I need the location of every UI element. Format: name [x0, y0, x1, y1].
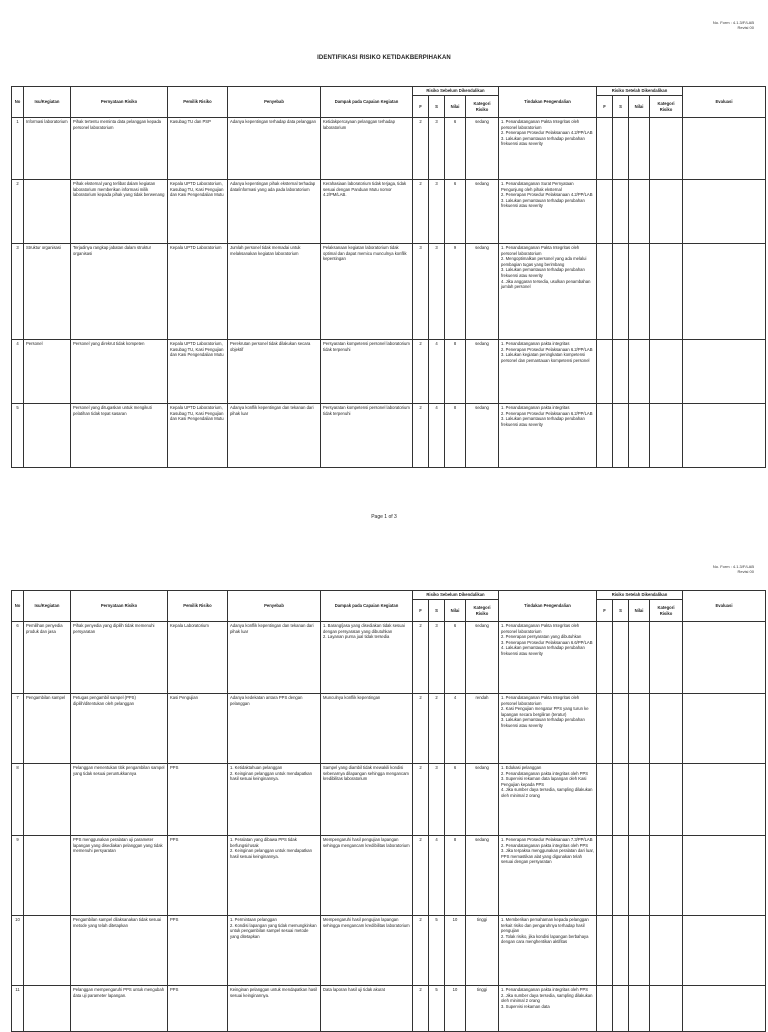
cell-isu: Personel: [24, 340, 71, 404]
cell-kategori: sedang: [466, 180, 499, 244]
cell-no: 4: [12, 340, 24, 404]
cell-s-after: [613, 622, 629, 694]
cell-dampak: Mempengaruhi hasil pengujian lapangan sehingga mengancam kredibilitas laboratorium: [321, 836, 413, 916]
cell-nilai: 10: [445, 986, 466, 1032]
cell-penyebab: Adanya kepentingan pihak eksternal terhadap data/informasi yang ada pada laboratorium: [228, 180, 321, 244]
header-sesudah: Risiko Setelah Dikendalikan: [597, 87, 683, 96]
cell-s-after: [613, 180, 629, 244]
header-pernyataan: Pernyataan Risiko: [71, 591, 168, 622]
table-row: [12, 340, 766, 404]
cell-pernyataan: Petugas pengambil sampel (PPS) dipilih/ditentukan oleh pelanggan: [71, 694, 168, 764]
cell-pernyataan: Personel yang ditugaskan untuk mengikuti pelatihan tidak tepat sasaran: [71, 404, 168, 468]
cell-pemilik: PPS: [168, 836, 228, 916]
cell-pernyataan: Pelanggan mempengaruhi PPS untuk mengubah data uji parameter lapangan.: [71, 986, 168, 1032]
header-penyebab: Penyebab: [228, 591, 321, 622]
cell-no: 1: [12, 118, 24, 180]
cell-pemilik: PPS: [168, 986, 228, 1032]
cell-s-after: [613, 244, 629, 340]
form-number: No. Form : 4.1.3/F/LAB Revisi 00: [712, 20, 754, 30]
header-sesudah: Risiko Setelah Dikendalikan: [597, 591, 683, 600]
table-row: [12, 622, 766, 694]
risk-table-body: [12, 118, 766, 468]
cell-pemilik: Kepala UPTD Laboratorium, Kasubag TU, Kasi Pengujian dan Kasi Pengendalian Mutu: [168, 340, 228, 404]
cell-evaluasi: [683, 118, 766, 180]
cell-isu: [24, 180, 71, 244]
header-sebelum: Risiko Sebelum Dikendalikan: [413, 87, 499, 96]
cell-penyebab: Keinginan pelanggan untuk mendapatkan hasil sesuai keinginannya.: [228, 986, 321, 1032]
cell-kategori-after: [650, 118, 683, 180]
cell-f: 2: [413, 694, 429, 764]
cell-isu: [24, 986, 71, 1032]
form-number: No. Form : 4.1.3/F/LAB Revisi 00: [712, 564, 754, 574]
cell-kategori: tinggi: [466, 916, 499, 986]
cell-dampak: Persyaratan kompetensi personel laboratorium tidak terpenuhi: [321, 340, 413, 404]
cell-nilai-after: [629, 764, 650, 836]
cell-s-after: [613, 916, 629, 986]
cell-no: 6: [12, 622, 24, 694]
cell-penyebab: Adanya kedekatan antara PPS dengan pelanggan: [228, 694, 321, 764]
cell-kategori: sedang: [466, 340, 499, 404]
table-row: [12, 404, 766, 468]
cell-penyebab: Adanya konflik kepentingan dan tekanan dari pihak luar: [228, 404, 321, 468]
header-isu: Isu/Kegiatan: [24, 591, 71, 622]
cell-no: 8: [12, 764, 24, 836]
cell-f: 2: [413, 916, 429, 986]
cell-penyebab: 1. Peralatan yang dibawa PPS tidak berfungsi/rusak 2. Keinginan pelanggan untuk mendapatkan hasil sesuai keinginannya.: [228, 836, 321, 916]
header-tindakan: Tindakan Pengendalian: [499, 87, 597, 118]
cell-nilai: 9: [445, 244, 466, 340]
cell-nilai: 10: [445, 916, 466, 986]
cell-f-after: [597, 622, 613, 694]
cell-s: 4: [429, 404, 445, 468]
page-number: Page 1 of 3: [371, 514, 397, 520]
header-f-after: F: [597, 600, 613, 622]
cell-no: 10: [12, 916, 24, 986]
cell-f: 3: [413, 244, 429, 340]
cell-dampak: 1. Barang/jasa yang disediakan tidak sesuai dengan persyaratan yang dibutuhkan 2. Layanan purna jual tidak tersedia: [321, 622, 413, 694]
cell-f: 2: [413, 986, 429, 1032]
cell-dampak: Ketidakpercayaan pelanggan terhadap laboratorium: [321, 118, 413, 180]
cell-pernyataan: Pengambilan sampel dilaksanakan tidak sesuai metode yang telah ditetapkan: [71, 916, 168, 986]
cell-f-after: [597, 986, 613, 1032]
header-pemilik: Pemilik Risiko: [168, 87, 228, 118]
table-row: [12, 836, 766, 916]
header-penyebab: Penyebab: [228, 87, 321, 118]
cell-dampak: Sampel yang diambil tidak mewakili kondisi sebenarnya dilapangan sehingga mengancam kredibilitas laboratorium: [321, 764, 413, 836]
header-nilai-after: Nilai: [629, 96, 650, 118]
cell-kategori: sedang: [466, 764, 499, 836]
cell-tindakan: 1. Penandatanganan Pakta Integritas oleh personel laboratorium 2. Penerapan persyaratan yang dibutuhkan 3. Penerapan Prosedur Pelaksanaan 6.6/PP/LAB 4. Lakukan pemantauan terhadap perubahan frekuensi atau severity: [499, 622, 597, 694]
table-row: [12, 986, 766, 1032]
cell-pemilik: Kepala Laboratorium: [168, 622, 228, 694]
cell-pernyataan: Personel yang direkrut tidak kompeten: [71, 340, 168, 404]
cell-nilai-after: [629, 694, 650, 764]
cell-evaluasi: [683, 694, 766, 764]
cell-nilai-after: [629, 986, 650, 1032]
cell-kategori-after: [650, 404, 683, 468]
cell-f: 2: [413, 622, 429, 694]
cell-nilai: 8: [445, 340, 466, 404]
header-evaluasi: Evaluasi: [683, 87, 766, 118]
cell-s: 3: [429, 180, 445, 244]
cell-kategori-after: [650, 180, 683, 244]
cell-evaluasi: [683, 986, 766, 1032]
table-row: [12, 694, 766, 764]
cell-nilai-after: [629, 340, 650, 404]
header-nilai: Nilai: [445, 600, 466, 622]
cell-dampak: Munculnya konflik kepentingan: [321, 694, 413, 764]
cell-isu: [24, 404, 71, 468]
cell-isu: [24, 764, 71, 836]
cell-no: 7: [12, 694, 24, 764]
cell-s: 3: [429, 244, 445, 340]
cell-nilai-after: [629, 244, 650, 340]
cell-f: 2: [413, 404, 429, 468]
header-no: No: [12, 87, 24, 118]
cell-evaluasi: [683, 836, 766, 916]
header-s: S: [429, 600, 445, 622]
cell-s: 5: [429, 916, 445, 986]
cell-isu: Struktur organisasi: [24, 244, 71, 340]
cell-pernyataan: Pelanggan menentukan titik pengambilan sampel yang tidak sesuai peruntukkannya: [71, 764, 168, 836]
cell-f-after: [597, 244, 613, 340]
cell-nilai: 4: [445, 694, 466, 764]
cell-nilai: 8: [445, 404, 466, 468]
cell-f-after: [597, 340, 613, 404]
cell-evaluasi: [683, 404, 766, 468]
cell-f-after: [597, 404, 613, 468]
cell-kategori-after: [650, 622, 683, 694]
table-row: [12, 916, 766, 986]
cell-kategori: sedang: [466, 244, 499, 340]
header-nilai: Nilai: [445, 96, 466, 118]
cell-isu: Informasi laboratorium: [24, 118, 71, 180]
cell-pernyataan: PPS menggunakan peralatan uji parameter lapangan yang disediakan pelanggan yang tidak memenuhi persyaratan: [71, 836, 168, 916]
header-sebelum: Risiko Sebelum Dikendalikan: [413, 591, 499, 600]
cell-evaluasi: [683, 180, 766, 244]
cell-nilai-after: [629, 622, 650, 694]
cell-pernyataan: Terjadinya rangkap jabatan dalam struktur organisasi: [71, 244, 168, 340]
cell-dampak: Data laporan hasil uji tidak akurat: [321, 986, 413, 1032]
table-row: [12, 244, 766, 340]
cell-f: 2: [413, 340, 429, 404]
cell-s-after: [613, 986, 629, 1032]
cell-kategori-after: [650, 340, 683, 404]
cell-isu: Pemilihan penyedia produk dan jasa: [24, 622, 71, 694]
cell-kategori: sedang: [466, 404, 499, 468]
risk-table: [11, 86, 766, 468]
cell-no: 3: [12, 244, 24, 340]
cell-penyebab: 1. Permintaan pelanggan 2. Kondisi lapangan yang tidak memungkinkan untuk pengambilan sampel sesuai metode yang ditetapkan: [228, 916, 321, 986]
cell-nilai: 6: [445, 764, 466, 836]
header-kategori-after: Kategori Risiko: [650, 96, 683, 118]
cell-no: 9: [12, 836, 24, 916]
cell-isu: [24, 916, 71, 986]
cell-evaluasi: [683, 340, 766, 404]
header-kategori-after: Kategori Risiko: [650, 600, 683, 622]
cell-f: 2: [413, 764, 429, 836]
header-f: F: [413, 600, 429, 622]
cell-s-after: [613, 404, 629, 468]
cell-pernyataan: Pihak tertentu meminta data pelanggan kepada personel laboratorium: [71, 118, 168, 180]
table-row: [12, 764, 766, 836]
cell-f: 2: [413, 836, 429, 916]
cell-pemilik: PPS: [168, 916, 228, 986]
cell-f-after: [597, 764, 613, 836]
header-dampak: Dampak pada Capaian Kegiatan: [321, 591, 413, 622]
table-row: [12, 180, 766, 244]
cell-tindakan: 1. Penerapan Prosedur Pelaksanaan 7.3/PP/LAB 2. Penandatanganan pakta integritas oleh PPS 3. Jika terpaksa menggunakan peralatan dari luar, PPS memastikan alat yang digunakan telah sesuai dengan persyaratan: [499, 836, 597, 916]
cell-kategori: rendah: [466, 694, 499, 764]
cell-s-after: [613, 340, 629, 404]
cell-tindakan: 1. Penandatanganan pakta integritas oleh PPS 2. Jika sumber daya tersedia, sampling dilakukan oleh minimal 2 orang 3. Supervisi rekaman data: [499, 986, 597, 1032]
header-kategori: Kategori Risiko: [466, 96, 499, 118]
cell-penyebab: Adanya kepentingan terhadap data pelanggan: [228, 118, 321, 180]
cell-penyebab: Adanya konflik kepentingan dan tekanan dari pihak luar: [228, 622, 321, 694]
cell-s-after: [613, 118, 629, 180]
cell-evaluasi: [683, 916, 766, 986]
cell-dampak: Persyaratan kompetensi personel laboratorium tidak terpenuhi: [321, 404, 413, 468]
cell-dampak: Mempengaruhi hasil pengujian lapangan sehingga mengancam kredibilitas laboratorium: [321, 916, 413, 986]
cell-pernyataan: Pihak penyedia yang dipilih tidak memenuhi persyaratan: [71, 622, 168, 694]
cell-isu: Pengambilan sampel: [24, 694, 71, 764]
cell-kategori-after: [650, 836, 683, 916]
header-dampak: Dampak pada Capaian Kegiatan: [321, 87, 413, 118]
cell-nilai: 6: [445, 118, 466, 180]
cell-evaluasi: [683, 244, 766, 340]
cell-no: 5: [12, 404, 24, 468]
cell-s-after: [613, 836, 629, 916]
cell-kategori-after: [650, 764, 683, 836]
cell-kategori: sedang: [466, 118, 499, 180]
cell-f-after: [597, 916, 613, 986]
document-title: IDENTIFIKASI RISIKO KETIDAKBERPIHAKAN: [317, 55, 451, 61]
cell-f-after: [597, 118, 613, 180]
cell-nilai-after: [629, 180, 650, 244]
cell-nilai: 6: [445, 180, 466, 244]
cell-kategori: tinggi: [466, 986, 499, 1032]
cell-nilai: 6: [445, 622, 466, 694]
header-s: S: [429, 96, 445, 118]
header-pemilik: Pemilik Risiko: [168, 591, 228, 622]
cell-f: 2: [413, 118, 429, 180]
cell-kategori: sedang: [466, 622, 499, 694]
cell-tindakan: 1. Penandatanganan pakta integritas 2. Penerapan Prosedur Pelaksanaan 6.2/PP/LAB 3. Lakukan kegiatan peningkatan kompetensi personel dan pemantauan kompetensi personel: [499, 340, 597, 404]
cell-tindakan: 1. Penandatanganan pakta integritas 2. Penerapan Prosedur Pelaksanaan 6.2/PP/LAB 3. Lakukan pemantauan terhadap perubahan frekuensi atau severity: [499, 404, 597, 468]
cell-s: 3: [429, 764, 445, 836]
table-row: [12, 118, 766, 180]
header-pernyataan: Pernyataan Risiko: [71, 87, 168, 118]
cell-tindakan: 1. Penandatanganan Pakta Integritas oleh personel laboratorium 2. Penerapan Prosedur Pelaksanaan 4.2/PP/LAB 3. Lakukan pemantauan terhadap perubahan frekuensi atau severity: [499, 118, 597, 180]
cell-evaluasi: [683, 764, 766, 836]
cell-evaluasi: [683, 622, 766, 694]
risk-table: [11, 590, 766, 1032]
cell-nilai-after: [629, 118, 650, 180]
cell-tindakan: 1. Memberikan pemahaman kepada pelanggan terkait risiko dan pengaruhnya terhadap hasil pengujian 2. Tolak risiko, jika kondisi lapangan berbahaya dengan cara menghentikan aktifitas: [499, 916, 597, 986]
header-evaluasi: Evaluasi: [683, 591, 766, 622]
cell-s: 4: [429, 340, 445, 404]
cell-kategori-after: [650, 244, 683, 340]
cell-f-after: [597, 694, 613, 764]
cell-penyebab: Jumlah personel tidak memadai untuk melaksanakan kegiatan laboratorium: [228, 244, 321, 340]
cell-kategori-after: [650, 916, 683, 986]
cell-nilai-after: [629, 836, 650, 916]
cell-penyebab: Perekrutan personel tidak dilakukan secara objektif: [228, 340, 321, 404]
cell-tindakan: 1. Penandatanganan Pakta Integritas oleh personel laboratorium 2. Kasi Pengujian mengatur PPS yang turun ke lapangan secara bergiliran (teratur) 3. Lakukan pemantauan terhadap perubahan frekuensi atau severity: [499, 694, 597, 764]
cell-kategori: sedang: [466, 836, 499, 916]
cell-isu: [24, 836, 71, 916]
header-f-after: F: [597, 96, 613, 118]
cell-kategori-after: [650, 986, 683, 1032]
header-s-after: S: [613, 600, 629, 622]
cell-s-after: [613, 764, 629, 836]
cell-dampak: Pelaksanaan kegiatan laboratorium tidak optimal dan dapat memicu munculnya konflik kepentingan: [321, 244, 413, 340]
cell-pemilik: Kepala UPTD Laboratorium: [168, 244, 228, 340]
header-f: F: [413, 96, 429, 118]
cell-pemilik: Kepala UPTD Laboratorium, Kasubag TU, Kasi Pengujian dan Kasi Pengendalian Mutu: [168, 180, 228, 244]
cell-no: 11: [12, 986, 24, 1032]
header-s-after: S: [613, 96, 629, 118]
cell-s: 3: [429, 622, 445, 694]
header-isu: Isu/Kegiatan: [24, 87, 71, 118]
cell-pemilik: Kasubag TU dan PSP: [168, 118, 228, 180]
cell-s: 4: [429, 836, 445, 916]
cell-no: 2: [12, 180, 24, 244]
cell-nilai-after: [629, 916, 650, 986]
cell-nilai-after: [629, 404, 650, 468]
header-kategori: Kategori Risiko: [466, 600, 499, 622]
cell-f-after: [597, 836, 613, 916]
cell-tindakan: 1. Penandatanganan Pakta Integritas oleh personel laboratorium 2. Mengoptimalkan personel yang ada melalui pembagian tugas yang berimbang 3. Lakukan pemantauan terhadap perubahan frekuensi atau severity 4. Jika anggaran tersedia, usulkan penambahan jumlah personel: [499, 244, 597, 340]
cell-dampak: Kerahasiaan laboratorium tidak terjaga, tidak sesuai dengan Panduan Mutu nomor 4.2/PM/LAB.: [321, 180, 413, 244]
cell-f-after: [597, 180, 613, 244]
cell-s-after: [613, 694, 629, 764]
cell-tindakan: 1. Edukasi pelanggan 2. Penandatanganan pakta integritas oleh PPS 3. Supervisi rekaman data lapangan oleh Kasi Pengujian kepada PPS 4. Jika sumber daya tersedia, sampling dilakukan oleh minimal 2 orang: [499, 764, 597, 836]
risk-table-body: [12, 622, 766, 1032]
document-page-2: [0, 560, 768, 1030]
cell-s: 3: [429, 118, 445, 180]
header-tindakan: Tindakan Pengendalian: [499, 591, 597, 622]
cell-tindakan: 1. Penandatanganan Surat Pernyataan Pengunjung oleh pihak eksternal 2. Penerapan Prosedur Pelaksanaan 4.2/PP/LAB 3. Lakukan pemantauan terhadap perubahan frekuensi atau severity: [499, 180, 597, 244]
cell-s: 2: [429, 694, 445, 764]
cell-pemilik: PPS: [168, 764, 228, 836]
cell-kategori-after: [650, 694, 683, 764]
cell-pemilik: Kepala UPTD Laboratorium, Kasubag TU, Kasi Pengujian dan Kasi Pengendalian Mutu: [168, 404, 228, 468]
cell-pernyataan: Pihak eksternal yang terlibat dalam kegiatan laboratorium memberikan informasi milik laboratorium kepada pihak yang tidak berwenang: [71, 180, 168, 244]
header-no: No: [12, 591, 24, 622]
cell-s: 5: [429, 986, 445, 1032]
cell-penyebab: 1. Ketidaktahuan pelanggan 2. Keinginan pelanggan untuk mendapatkan hasil sesuai keinginannya.: [228, 764, 321, 836]
header-nilai-after: Nilai: [629, 600, 650, 622]
cell-nilai: 8: [445, 836, 466, 916]
cell-pemilik: Kasi Pengujian: [168, 694, 228, 764]
cell-f: 2: [413, 180, 429, 244]
